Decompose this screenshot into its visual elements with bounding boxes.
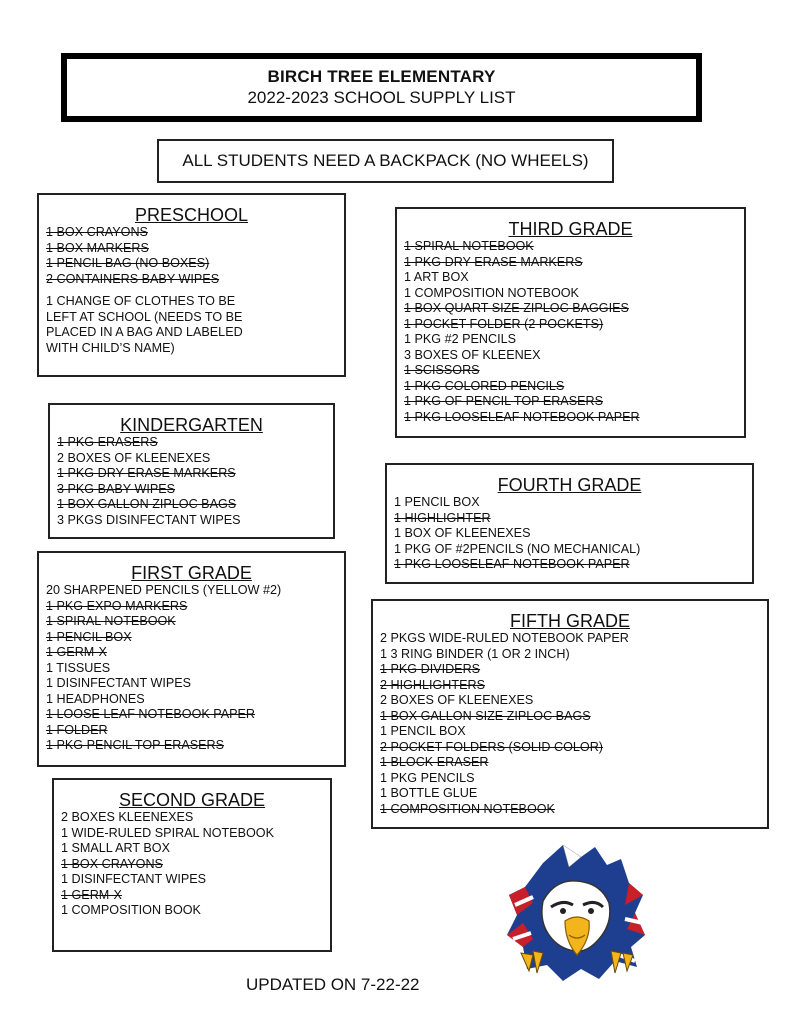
supply-item: 1 PKG LOOSELEAF NOTEBOOK PAPER	[394, 557, 630, 571]
supply-item: 1 PKG ERASERS	[57, 435, 158, 449]
eagle-mascot-icon	[503, 843, 649, 983]
supply-item: 1 PENCIL BOX	[394, 495, 480, 509]
supply-item: 1 SCISSORS	[404, 363, 480, 377]
supply-item: 1 BOX GALLON ZIPLOC BAGS	[57, 497, 237, 511]
supply-item: 1 BOTTLE GLUE	[380, 786, 478, 800]
list-subtitle: 2022-2023 SCHOOL SUPPLY LIST	[247, 88, 516, 107]
supply-item: 1 3 RING BINDER (1 OR 2 INCH)	[380, 646, 570, 661]
note-line: LEFT AT SCHOOL (NEEDS TO BE	[46, 309, 243, 324]
supply-item: 1 PENCIL BOX	[380, 724, 466, 738]
kindergarten-items	[50, 435, 333, 528]
supply-item: 1 PKG DIVIDERS	[380, 662, 481, 676]
kindergarten-title: KINDERGARTEN	[120, 415, 263, 435]
supply-item: 1 BOX GALLON SIZE ZIPLOC BAGS	[380, 708, 591, 723]
fifth-grade-title: FIFTH GRADE	[510, 611, 630, 631]
supply-item: 1 PKG COLORED PENCILS	[404, 378, 565, 393]
supply-item: 1 LOOSE LEAF NOTEBOOK PAPER	[46, 707, 256, 721]
fifth-grade-items	[373, 631, 767, 817]
backpack-notice: ALL STUDENTS NEED A BACKPACK (NO WHEELS)	[157, 139, 614, 183]
supply-item: 1 HEADPHONES	[46, 691, 145, 706]
preschool-title: PRESCHOOL	[134, 205, 249, 225]
supply-item: 2 POCKET FOLDERS (SOLID COLOR)	[380, 739, 604, 754]
second-grade-items	[54, 810, 330, 919]
supply-item: 1 BOX CRAYONS	[46, 225, 148, 239]
title-box	[61, 53, 702, 122]
first-grade-items	[39, 583, 344, 754]
supply-item: 1 PENCIL BOX	[46, 629, 132, 644]
supply-item: 1 COMPOSITION BOOK	[61, 903, 201, 917]
supply-item: 1 PKG LOOSELEAF NOTEBOOK PAPER	[404, 409, 640, 424]
supply-item: 1 SMALL ART BOX	[61, 841, 170, 855]
supply-item: 3 PKGS DISINFECTANT WIPES	[57, 512, 241, 527]
supply-item: 1 ART BOX	[404, 270, 469, 284]
supply-item: 1 BLOCK ERASER	[380, 755, 489, 769]
supply-item: 2 CONTAINERS BABY WIPES	[46, 271, 220, 286]
third-grade-section	[395, 207, 746, 438]
supply-item: 3 BOXES OF KLEENEX	[404, 347, 541, 362]
fourth-grade-title: FOURTH GRADE	[497, 475, 642, 495]
supply-item: 1 PKG DRY ERASE MARKERS	[57, 466, 236, 480]
supply-item: 1 COMPOSITION NOTEBOOK	[380, 801, 555, 816]
third-grade-items	[397, 239, 744, 425]
supply-item: 1 SPIRAL NOTEBOOK	[46, 614, 176, 628]
first-grade-title: FIRST GRADE	[131, 563, 252, 583]
supply-item: 2 PKGS WIDE-RULED NOTEBOOK PAPER	[380, 631, 629, 645]
supply-item: 1 POCKET FOLDER (2 POCKETS)	[404, 316, 604, 331]
supply-item: 2 BOXES OF KLEENEXES	[380, 693, 534, 707]
supply-item: 20 SHARPENED PENCILS (YELLOW #2)	[46, 583, 282, 597]
fourth-grade-items	[387, 495, 752, 573]
supply-item: 1 BOX OF KLEENEXES	[394, 526, 531, 540]
supply-item: 1 PKG OF #2PENCILS (NO MECHANICAL)	[394, 541, 641, 556]
supply-item: 2 BOXES OF KLEENEXES	[57, 450, 211, 465]
preschool-clothes-note	[39, 287, 344, 356]
supply-item: 1 COMPOSITION NOTEBOOK	[404, 285, 579, 300]
supply-item: 1 SPIRAL NOTEBOOK	[404, 239, 534, 253]
updated-date: UPDATED ON 7-22-22	[246, 975, 420, 994]
third-grade-title: THIRD GRADE	[508, 219, 633, 239]
supply-item: 1 PKG #2 PENCILS	[404, 332, 516, 346]
supply-item: 1 GERM-X	[61, 887, 122, 902]
supply-item: 1 PKG OF PENCIL TOP ERASERS	[404, 394, 604, 408]
supply-item: 2 HIGHLIGHTERS	[380, 677, 485, 692]
supply-item: 1 BOX CRAYONS	[61, 856, 163, 871]
school-name: BIRCH TREE ELEMENTARY	[267, 67, 496, 86]
preschool-section	[37, 193, 346, 377]
supply-item: 3 PKG BABY WIPES	[57, 481, 176, 496]
supply-item: 1 PKG PENCILS	[380, 770, 475, 785]
second-grade-title: SECOND GRADE	[118, 790, 266, 810]
supply-item: 1 HIGHLIGHTER	[394, 510, 491, 525]
supply-item: 1 PKG EXPO MARKERS	[46, 598, 188, 613]
first-grade-section	[37, 551, 346, 767]
supply-item: 1 TISSUES	[46, 660, 111, 675]
supply-item: 1 PENCIL BAG (NO BOXES)	[46, 256, 210, 270]
supply-item: 1 BOX QUART SIZE ZIPLOC BAGGIES	[404, 301, 629, 315]
supply-item: 1 DISINFECTANT WIPES	[46, 676, 192, 690]
fourth-grade-section	[385, 463, 754, 584]
supply-item: 1 WIDE-RULED SPIRAL NOTEBOOK	[61, 825, 274, 840]
note-line: PLACED IN A BAG AND LABELED	[46, 325, 243, 339]
second-grade-section	[52, 778, 332, 952]
supply-item: 1 FOLDER	[46, 722, 108, 737]
fifth-grade-section	[371, 599, 769, 829]
supply-item: 1 DISINFECTANT WIPES	[61, 872, 207, 886]
note-line: WITH CHILD’S NAME)	[46, 340, 175, 355]
kindergarten-section	[48, 403, 335, 539]
note-line: 1 CHANGE OF CLOTHES TO BE	[46, 294, 236, 308]
supply-item: 1 BOX MARKERS	[46, 240, 149, 255]
supply-item: 2 BOXES KLEENEXES	[61, 810, 194, 824]
preschool-items	[39, 225, 344, 287]
supply-item: 1 PKG PENCIL TOP ERASERS	[46, 738, 225, 752]
supply-item: 1 GERM-X	[46, 645, 107, 659]
supply-item: 1 PKG DRY ERASE MARKERS	[404, 254, 583, 269]
